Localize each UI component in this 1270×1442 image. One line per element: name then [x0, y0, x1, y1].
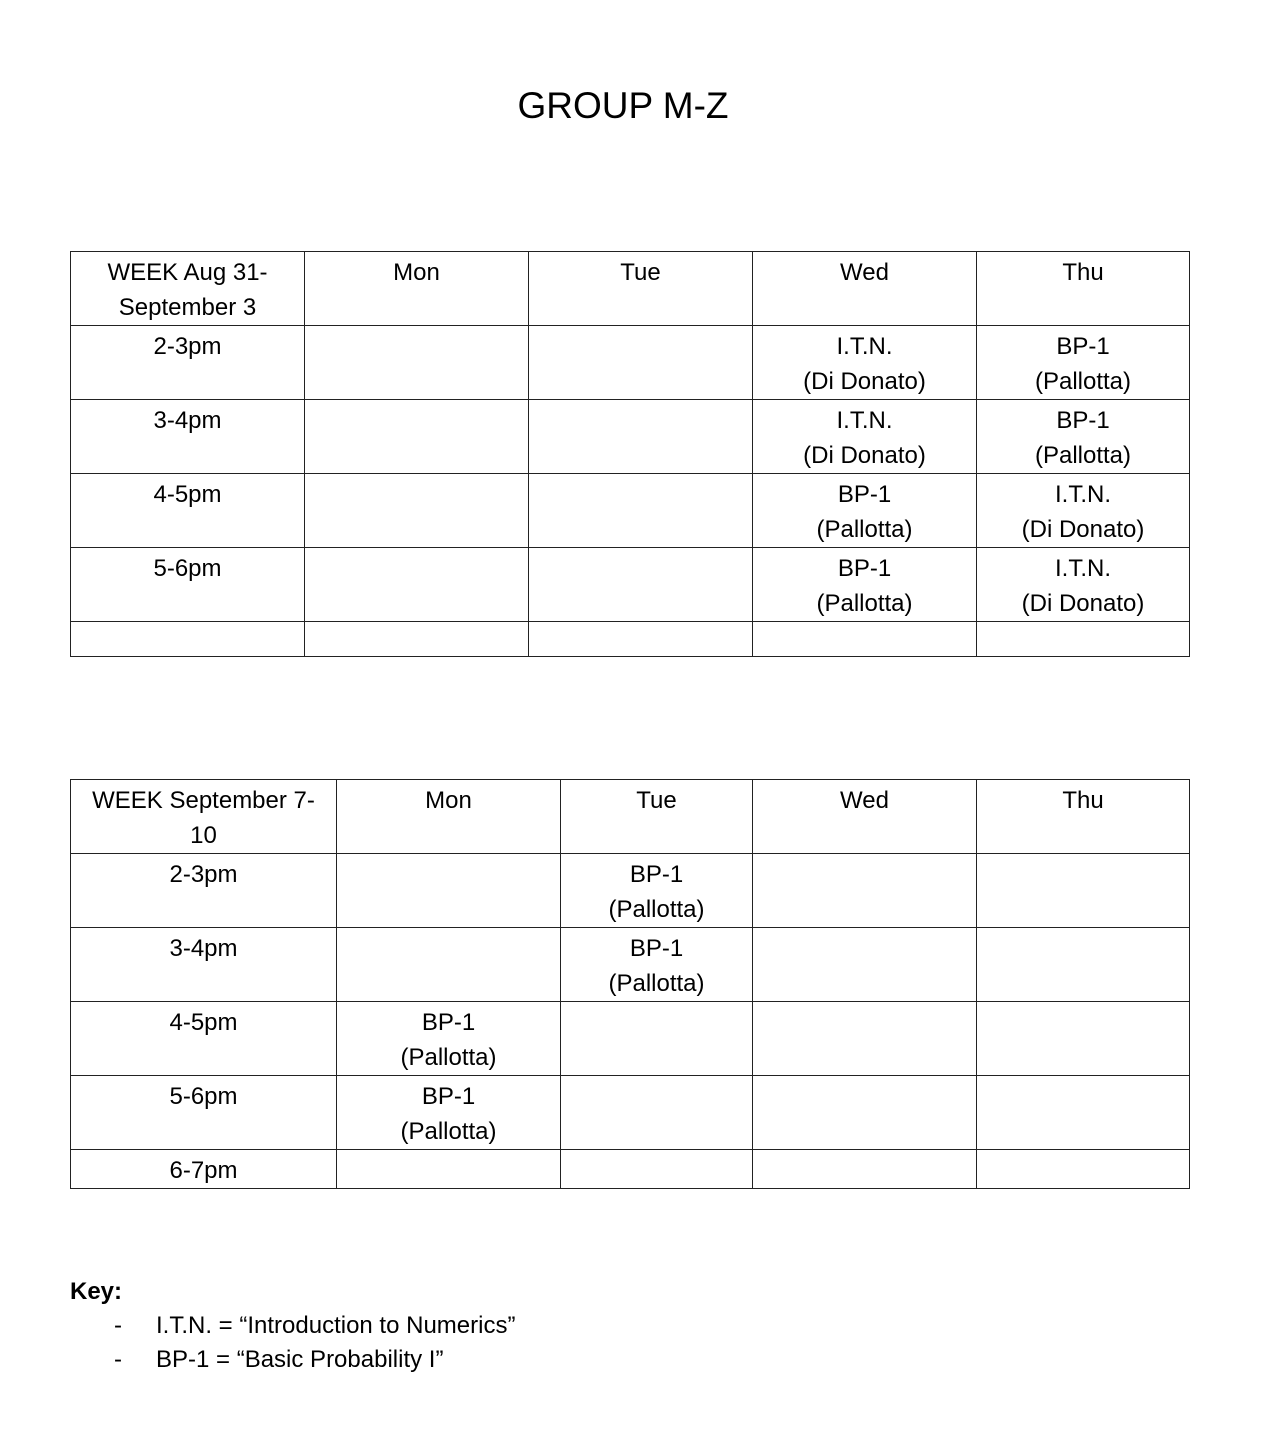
day-header-thu: Thu	[977, 252, 1190, 326]
time-slot-cell: 5-6pm	[71, 1076, 337, 1150]
instructor-name: (Pallotta)	[608, 896, 705, 923]
time-slot-cell: 6-7pm	[71, 1150, 337, 1189]
table-row	[71, 854, 1190, 928]
schedule-cell	[977, 326, 1190, 400]
time-slot-cell: 2-3pm	[71, 326, 305, 400]
instructor-name: (Pallotta)	[608, 970, 705, 997]
schedule-cell	[529, 622, 753, 657]
time-slot-cell: 4-5pm	[71, 1002, 337, 1076]
week-label-cell	[71, 780, 337, 854]
key-item	[70, 1309, 515, 1343]
day-header-tue: Tue	[561, 780, 753, 854]
course-code: I.T.N.	[836, 333, 893, 360]
schedule-cell	[753, 928, 977, 1002]
week-label-line: 10	[190, 822, 217, 849]
course-code: BP-1	[1056, 333, 1110, 360]
schedule-cell	[977, 548, 1190, 622]
schedule-cell	[337, 854, 561, 928]
week-label-line: WEEK September 7-	[92, 787, 315, 814]
schedule-cell	[753, 474, 977, 548]
schedule-table-week-aug-31	[70, 251, 1190, 657]
week-label-cell	[71, 252, 305, 326]
instructor-name: (Pallotta)	[1034, 368, 1132, 395]
schedule-cell	[561, 1150, 753, 1189]
schedule-cell	[977, 1002, 1190, 1076]
day-header-wed: Wed	[753, 252, 977, 326]
table-row	[71, 326, 1190, 400]
time-slot-cell: 3-4pm	[71, 400, 305, 474]
instructor-name: (Pallotta)	[400, 1118, 497, 1145]
schedule-cell	[561, 1076, 753, 1150]
week-label-line: September 3	[118, 294, 257, 321]
day-header-mon: Mon	[305, 252, 529, 326]
table-row	[71, 548, 1190, 622]
week-label-line: WEEK Aug 31-	[107, 259, 268, 286]
time-slot-cell: 5-6pm	[71, 548, 305, 622]
time-slot-cell: 2-3pm	[71, 854, 337, 928]
schedule-cell	[529, 474, 753, 548]
schedule-cell	[305, 474, 529, 548]
schedule-cell	[337, 1002, 561, 1076]
schedule-cell	[529, 326, 753, 400]
key-title: Key:	[70, 1278, 123, 1305]
instructor-name: (Pallotta)	[816, 516, 913, 543]
day-header-wed: Wed	[753, 780, 977, 854]
time-slot-cell: 3-4pm	[71, 928, 337, 1002]
course-code: BP-1	[421, 1083, 476, 1110]
course-code: I.T.N.	[1054, 481, 1111, 508]
key-legend	[70, 1275, 515, 1377]
schedule-cell	[977, 854, 1190, 928]
instructor-name: (Pallotta)	[816, 590, 913, 617]
day-header-mon: Mon	[337, 780, 561, 854]
key-item-text: I.T.N. = “Introduction to Numerics”	[156, 1312, 516, 1339]
schedule-cell	[753, 548, 977, 622]
schedule-cell	[561, 1002, 753, 1076]
schedule-cell	[753, 1076, 977, 1150]
table-header-row	[71, 252, 1190, 326]
course-code: BP-1	[837, 481, 892, 508]
schedule-cell	[753, 400, 977, 474]
course-code: I.T.N.	[1054, 555, 1111, 582]
instructor-name: (Pallotta)	[1034, 442, 1132, 469]
schedule-cell	[561, 854, 753, 928]
instructor-name: (Pallotta)	[400, 1044, 497, 1071]
instructor-name: (Di Donato)	[803, 368, 926, 395]
table-header-row	[71, 780, 1190, 854]
schedule-cell	[753, 854, 977, 928]
schedule-cell	[337, 1150, 561, 1189]
table-row	[71, 622, 1190, 657]
course-code: BP-1	[629, 861, 684, 888]
schedule-cell	[529, 548, 753, 622]
schedule-table-week-september-7	[70, 779, 1190, 1189]
schedule-cell	[561, 928, 753, 1002]
course-code: I.T.N.	[836, 407, 893, 434]
schedule-cell	[337, 1076, 561, 1150]
schedule-cell	[305, 400, 529, 474]
schedule-cell	[337, 928, 561, 1002]
day-header-tue: Tue	[529, 252, 753, 326]
key-item	[70, 1343, 515, 1377]
key-list	[70, 1309, 515, 1377]
course-code: BP-1	[837, 555, 892, 582]
schedule-cell	[977, 400, 1190, 474]
page-title: GROUP M-Z	[517, 85, 729, 126]
course-code: BP-1	[1056, 407, 1110, 434]
schedule-cell	[977, 1076, 1190, 1150]
schedule-cell	[305, 326, 529, 400]
course-code: BP-1	[629, 935, 684, 962]
schedule-cell	[977, 1150, 1190, 1189]
schedule-cell	[977, 622, 1190, 657]
table-row	[71, 400, 1190, 474]
table-row	[71, 928, 1190, 1002]
table-row	[71, 1150, 1190, 1189]
dash-bullet: -	[114, 1312, 122, 1339]
time-slot-cell: 4-5pm	[71, 474, 305, 548]
schedule-cell	[753, 326, 977, 400]
schedule-cell	[753, 622, 977, 657]
dash-bullet: -	[114, 1346, 122, 1373]
schedule-cell	[305, 622, 529, 657]
schedule-cell	[977, 928, 1190, 1002]
instructor-name: (Di Donato)	[1021, 590, 1145, 617]
instructor-name: (Di Donato)	[803, 442, 926, 469]
schedule-cell	[529, 400, 753, 474]
schedule-cell	[753, 1150, 977, 1189]
schedule-cell	[977, 474, 1190, 548]
table-row	[71, 1076, 1190, 1150]
time-slot-cell	[71, 622, 305, 657]
schedule-cell	[305, 548, 529, 622]
schedule-cell	[753, 1002, 977, 1076]
key-item-text: BP-1 = “Basic Probability I”	[156, 1346, 444, 1373]
day-header-thu: Thu	[977, 780, 1190, 854]
instructor-name: (Di Donato)	[1021, 516, 1145, 543]
course-code: BP-1	[421, 1009, 476, 1036]
table-row	[71, 474, 1190, 548]
table-row	[71, 1002, 1190, 1076]
